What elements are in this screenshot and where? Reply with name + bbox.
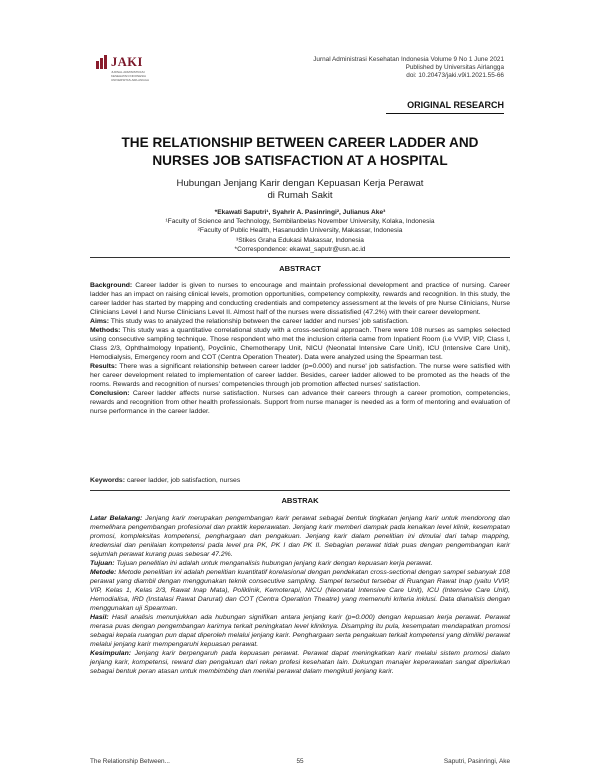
journal-line: Jurnal Administrasi Kesehatan Indonesia Volume 9 No 1 June 2021 (313, 56, 504, 63)
author-names: *Ekawati Saputri¹, Syahrir A. Pasinringi², Julianus Ake³ (214, 209, 386, 216)
logo-sub-line: KESEHATAN INDONESIA (111, 74, 147, 78)
footer-authors: Saputri, Pasinringi, Ake (443, 758, 510, 765)
correspondence[interactable]: *Correspondence: ekawat_saputr@usn.ac.id (234, 245, 366, 253)
journal-info (313, 56, 504, 80)
paper-subtitle (150, 178, 450, 201)
abstrak-tujuan: Tujuan: Tujuan penelitian ini adalah untuk menganalisis hubungan jenjang karir dengan kepuasan kerja perawat. (90, 560, 433, 567)
page-number: 55 (296, 758, 304, 765)
abstrak-hasil: Hasil: Hasil analisis menunjukkan ada hubungan signifikan antara jenjang karir (p=0.000) dengan kepuasan kerja perawat. Perawat merasa puas dengan pengembangan karirnya terkait peningkatan level kliniknya. Disamping itu pula, kesempatan mendapatkan promosi sebagai kepala ruangan pun dapat diperoleh melalui jenjang karir. Penghargaan serta pengakuan terkait kompetensi yang dimiliki perawat melalui jenjang karir mempengaruhi kepuasan perawat. (90, 614, 510, 648)
abstract-heading: ABSTRACT (279, 264, 321, 273)
abstrak-heading: ABSTRAK (281, 496, 319, 505)
divider (90, 490, 510, 491)
subtitle-line: Hubungan Jenjang Karir dengan Kepuasan Kerja Perawat (176, 178, 424, 189)
keywords: Keywords: career ladder, job satisfaction, nurses (90, 477, 241, 484)
publisher-line: Published by Universitas Airlangga (405, 64, 504, 71)
title-line: THE RELATIONSHIP BETWEEN CAREER LADDER AND (121, 135, 479, 150)
divider (90, 257, 510, 258)
title-line: NURSES JOB SATISFACTION AT A HOSPITAL (152, 153, 448, 168)
paper-title (90, 134, 510, 170)
logo-subtitle (111, 70, 157, 82)
abstract-results: Results: There was a significant relationship between career ladder (p=0.000) and nurse' job satisfaction. The nurse were satisfied with her career development related to implementation of career ladder. Besides, career ladder allowed to be promoted as the heads of the rooms. Rewards and recognition of nurses' competencies through job promotion affected nurses' satisfaction. (90, 363, 510, 388)
footer-running-title: The Relationship Between... (90, 758, 170, 765)
abstrak-body (90, 514, 510, 676)
affiliation: ³Stikes Graha Edukasi Makassar, Indonesia (236, 236, 364, 244)
logo-sub-line: JURNAL ADMINISTRASI (111, 70, 145, 74)
abstract-body (90, 281, 510, 416)
article-type: ORIGINAL RESEARCH (386, 100, 504, 114)
abstract-background: Background: Career ladder is given to nurses to encourage and maintain professional development and practice of nursing. Career ladder has an impact on raising clinical levels, promotion opportunities, competency complexity, rewards and recognition. In this study, the career ladder has started by mapping and conducting credentials and competency assessment at the levels of pre Nurse Clinicians, Nurse Clinicians Level I and Nurse Clinicians Level II. Almost half of the nurses were dissatisfied (47.2%) with their career development. (90, 282, 510, 316)
affiliation: ¹Faculty of Science and Technology, Sembilanbelas November University, Kolaka, Indonesia (165, 218, 435, 226)
author-block (100, 208, 500, 254)
affiliation: ²Faculty of Public Health, Hasanuddin University, Makassar, Indonesia (197, 227, 403, 235)
abstract-aims: Aims: This study was to analyzed the relationship between the career ladder and nurses' job satisfaction. (90, 318, 409, 325)
subtitle-line: di Rumah Sakit (267, 189, 333, 201)
abstrak-metode: Metode: Metode penelitian ini adalah penelitian kuantitatif korelasional dengan pendekatan cross-sectional dengan sampel sebanyak 108 perawat yang diambil dengan menggunakan teknik consecutive sampling. Sampel tersebut tersebar di Ruangan Rawat Inap (yaitu VVIP, VIP, Kelas 1, Kelas 2/3, Rawat Inap Mata), Poliklinik, Kemoterapi, NICU (Neonatal Intensive Care Unit), ICU (Intensive Care Unit), Hemodialisa, IRD (Instalasi Rawat Darurat) dan COT (Centra Operation Theatre) yang memenuhi kriteria inklusi. Data dianalisis dengan menggunakan uji Spearman. (90, 569, 510, 612)
logo-name: JAKI (111, 55, 143, 69)
journal-logo (96, 55, 156, 95)
logo-sub-line: UNIVERSITAS AIRLANGGA (111, 78, 149, 82)
doi-line[interactable]: doi: 10.20473/jaki.v9i1.2021.55-66 (406, 72, 504, 79)
abstrak-latar: Latar Belakang: Jenjang karir merupakan pengembangan karir perawat sebagai bentuk tingkatan jenjang karir untuk mendorong dan memelihara pengembangan profesional dan praktik keperawatan. Jenjang karir memberi dampak pada kenaikan level klinik, kesempatan promosi, kompleksitas kompetensi, penghargaan dan pengakuan. Jenjang karir dalam penelitian ini dimulai dari tahap mapping, kredensial dan penilaian kompetensi pada level pra PK, PK I dan PK II. Sebagian perawat tidak puas dengan pengembangan karir sejumlah perawat kurang puas sebesar 47.2%. (90, 515, 510, 558)
abstract-conclusion: Conclusion: Career ladder affects nurse satisfaction. Nurses can advance their careers through a career promotion, competencies, rewards and recognition from other health professionals. Support from nurse manager is needed as a form of mentoring and evaluation of nurse performance in the career ladder. (90, 390, 510, 415)
abstract-methods: Methods: This study was a quantitative correlational study with a cross-sectional approach. There were 108 nurses as samples selected using consecutive sampling technique. Those respondent who met the inclusion criteria came from Inpatient Room (i.e VVIP, VIP, Class I, Class 2/3, Ophthalmology Inpatient), Poyclinic, Chemotherapy Unit, NICU (Neonatal Intensive Care Unit), ICU (Intensive Care Unit), Hemodialysis, Emergency room and COT (Centra Operation Theater). Data were analyzed using the Spearman test. (90, 327, 510, 361)
abstrak-kesimpulan: Kesimpulan: Jenjang karir berpengaruh pada kepuasan perawat. Perawat dapat meningkatkan karir melalui sistem promosi dalam jenjang karir, kompetensi, reward dan pengakuan dari rekan profesi kesehatan lain. Dukungan manajer keperawatan sangat diperlukan sebagai bentuk peran atasan untuk membimbing dan menilai perawat dalam mengikuti jenjang karir. (90, 650, 510, 675)
